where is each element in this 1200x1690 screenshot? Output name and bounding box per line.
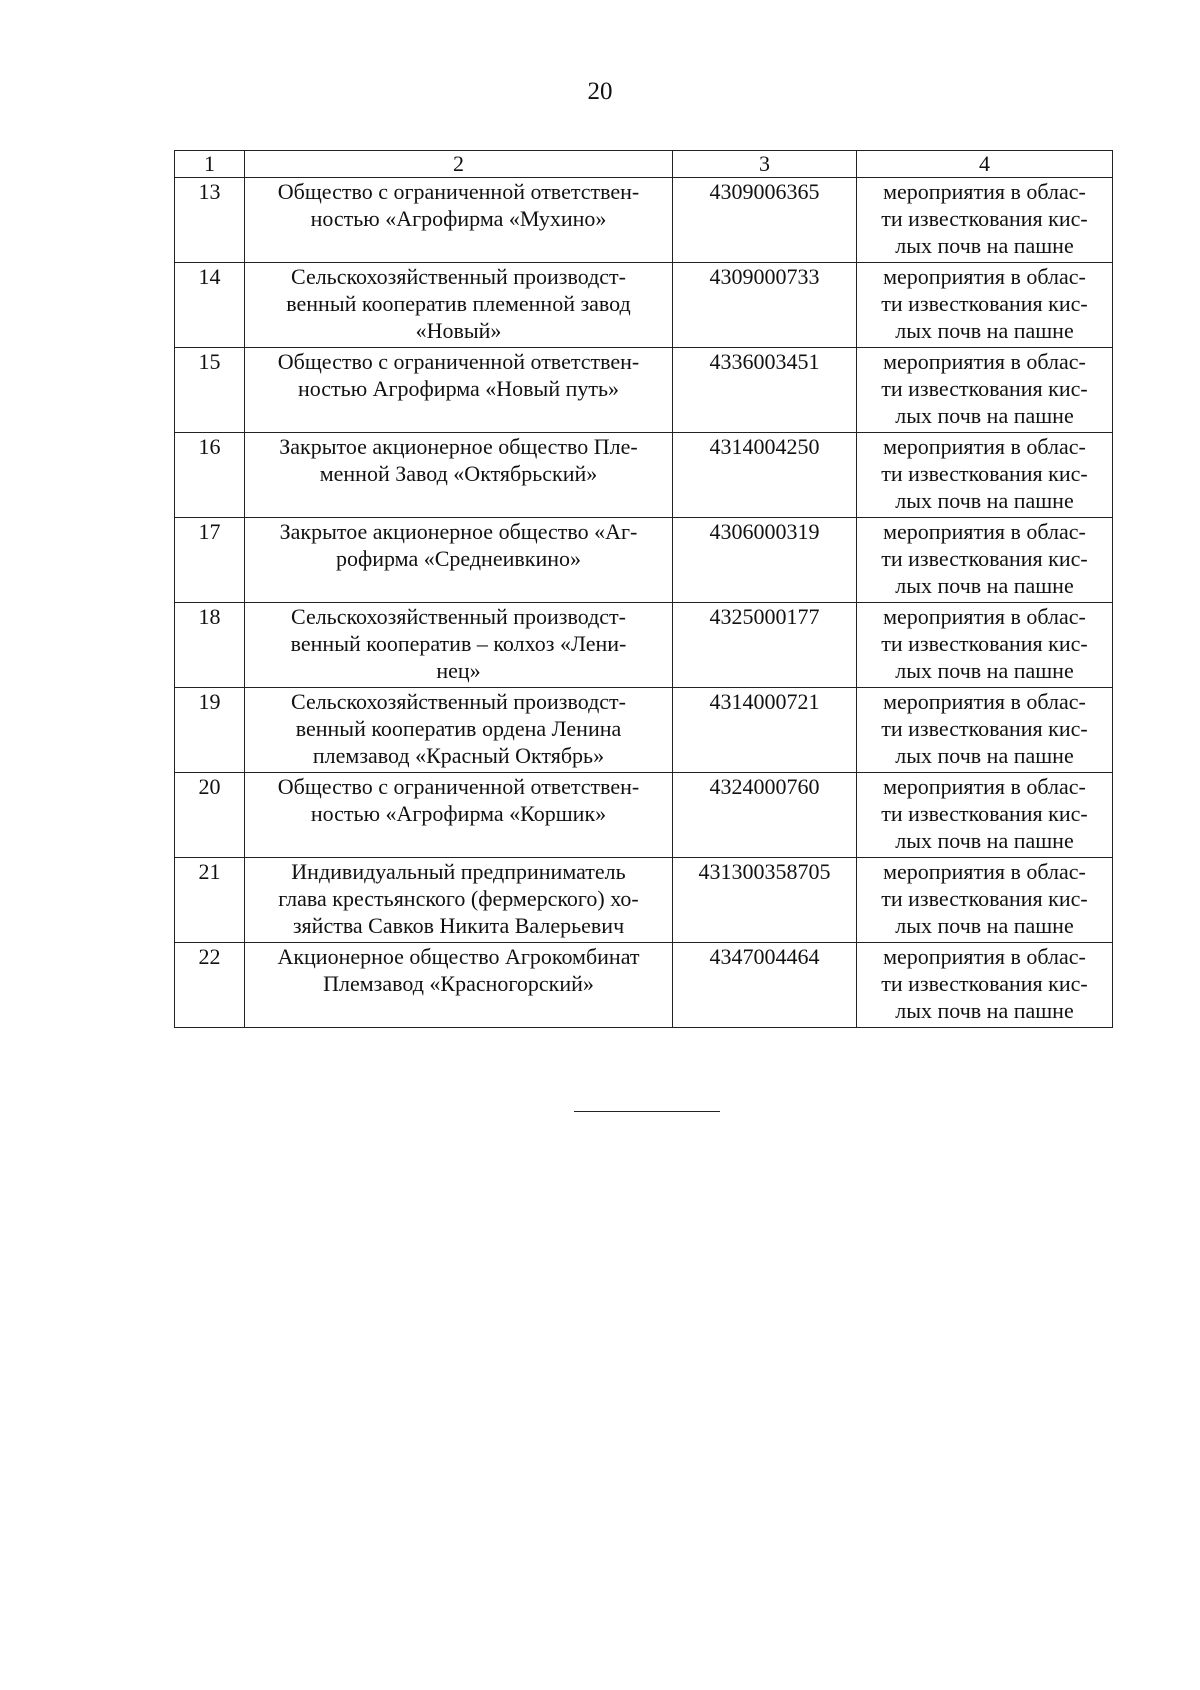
measure-description [857, 518, 1113, 603]
inn-value: 4336003451 [673, 348, 857, 433]
organization-name-line: Племзавод «Красногорский» [323, 971, 594, 996]
organization-name-line: «Новый» [415, 318, 502, 343]
inn-value: 4309006365 [673, 178, 857, 263]
inn-value: 4325000177 [673, 603, 857, 688]
measure-description-line: ти известкования кис- [881, 801, 1088, 826]
row-number: 14 [175, 263, 245, 348]
measure-description [857, 688, 1113, 773]
end-rule [574, 1111, 720, 1112]
header-row [175, 151, 1113, 178]
organization-name [245, 518, 673, 603]
table-row [175, 943, 1113, 1028]
measure-description-line: лых почв на пашне [895, 233, 1074, 258]
table-row [175, 348, 1113, 433]
inn-value: 4306000319 [673, 518, 857, 603]
measure-description-line: ти известкования кис- [881, 716, 1088, 741]
organization-name-line: ностью «Агрофирма «Мухино» [310, 206, 607, 231]
measure-description-line: мероприятия в облас- [883, 604, 1086, 629]
row-number: 16 [175, 433, 245, 518]
measure-description-line: мероприятия в облас- [883, 264, 1086, 289]
measure-description-line: мероприятия в облас- [883, 179, 1086, 204]
header-col-3: 3 [673, 151, 857, 178]
row-number: 15 [175, 348, 245, 433]
table-row [175, 433, 1113, 518]
inn-value: 4347004464 [673, 943, 857, 1028]
measure-description-line: ти известкования кис- [881, 461, 1088, 486]
organization-name-line: Сельскохозяйственный производст- [291, 604, 626, 629]
measure-description-line: лых почв на пашне [895, 488, 1074, 513]
measure-description-line: лых почв на пашне [895, 743, 1074, 768]
inn-value: 4314004250 [673, 433, 857, 518]
header-col-2: 2 [245, 151, 673, 178]
organization-name-line: Акционерное общество Агрокомбинат [277, 944, 640, 969]
measure-description-line: лых почв на пашне [895, 828, 1074, 853]
measure-description-line: лых почв на пашне [895, 998, 1074, 1023]
measure-description-line: лых почв на пашне [895, 318, 1074, 343]
measure-description-line: ти известкования кис- [881, 376, 1088, 401]
header-col-4: 4 [857, 151, 1113, 178]
organization-name-line: ностью Агрофирма «Новый путь» [297, 376, 620, 401]
measure-description-line: лых почв на пашне [895, 658, 1074, 683]
organization-name-line: Индивидуальный предприниматель [291, 859, 626, 884]
table-row [175, 263, 1113, 348]
table-row [175, 518, 1113, 603]
organization-name-line: Сельскохозяйственный производст- [291, 689, 626, 714]
organization-name-line: венный кооператив ордена Ленина [295, 716, 622, 741]
organization-name [245, 263, 673, 348]
organization-name-line: Общество с ограниченной ответствен- [277, 179, 640, 204]
inn-value: 4324000760 [673, 773, 857, 858]
organization-name-line: венный кооператив племенной завод [286, 291, 631, 316]
organization-name [245, 603, 673, 688]
table-row [175, 603, 1113, 688]
measure-description [857, 603, 1113, 688]
organizations-table [174, 150, 1113, 1028]
measure-description-line: мероприятия в облас- [883, 434, 1086, 459]
measure-description-line: мероприятия в облас- [883, 349, 1086, 374]
measure-description [857, 773, 1113, 858]
organization-name [245, 943, 673, 1028]
measure-description-line: ти известкования кис- [881, 886, 1088, 911]
organization-name [245, 773, 673, 858]
measure-description-line: мероприятия в облас- [883, 689, 1086, 714]
row-number: 18 [175, 603, 245, 688]
measure-description [857, 858, 1113, 943]
organization-name-line: менной Завод «Октябрьский» [319, 461, 598, 486]
organization-name [245, 178, 673, 263]
header-col-1: 1 [175, 151, 245, 178]
measure-description [857, 263, 1113, 348]
organization-name-line: Закрытое акционерное общество Пле- [279, 434, 638, 459]
organization-name-line: Сельскохозяйственный производст- [291, 264, 626, 289]
organization-name-line: ностью «Агрофирма «Коршик» [310, 801, 607, 826]
measure-description-line: ти известкования кис- [881, 291, 1088, 316]
organization-name-line: племзавод «Красный Октябрь» [312, 743, 605, 768]
page-number: 20 [587, 78, 613, 105]
measure-description [857, 433, 1113, 518]
measure-description-line: мероприятия в облас- [883, 859, 1086, 884]
table-row [175, 858, 1113, 943]
row-number: 20 [175, 773, 245, 858]
row-number: 22 [175, 943, 245, 1028]
measure-description-line: мероприятия в облас- [883, 774, 1086, 799]
measure-description-line: лых почв на пашне [895, 403, 1074, 428]
measure-description-line: ти известкования кис- [881, 546, 1088, 571]
table-row [175, 688, 1113, 773]
row-number: 21 [175, 858, 245, 943]
inn-value: 4314000721 [673, 688, 857, 773]
organization-name [245, 858, 673, 943]
row-number: 13 [175, 178, 245, 263]
table-row [175, 773, 1113, 858]
organization-name-line: глава крестьянского (фермерского) хо- [278, 886, 639, 911]
measure-description [857, 178, 1113, 263]
inn-value: 431300358705 [673, 858, 857, 943]
organization-name-line: венный кооператив – колхоз «Лени- [290, 631, 627, 656]
organization-name-line: Общество с ограниченной ответствен- [277, 774, 640, 799]
table-row [175, 178, 1113, 263]
measure-description-line: лых почв на пашне [895, 573, 1074, 598]
organization-name [245, 688, 673, 773]
row-number: 17 [175, 518, 245, 603]
measure-description-line: ти известкования кис- [881, 206, 1088, 231]
organization-name-line: Закрытое акционерное общество «Аг- [279, 519, 638, 544]
measure-description-line: мероприятия в облас- [883, 944, 1086, 969]
organization-name-line: зяйства Савков Никита Валерьевич [292, 913, 625, 938]
organization-name [245, 433, 673, 518]
inn-value: 4309000733 [673, 263, 857, 348]
measure-description [857, 348, 1113, 433]
measure-description-line: ти известкования кис- [881, 971, 1088, 996]
organization-name-line: нец» [436, 658, 481, 683]
measure-description [857, 943, 1113, 1028]
measure-description-line: мероприятия в облас- [883, 519, 1086, 544]
organization-name-line: Общество с ограниченной ответствен- [277, 349, 640, 374]
measure-description-line: лых почв на пашне [895, 913, 1074, 938]
organization-name [245, 348, 673, 433]
organization-name-line: рофирма «Среднеивкино» [335, 546, 581, 571]
measure-description-line: ти известкования кис- [881, 631, 1088, 656]
row-number: 19 [175, 688, 245, 773]
